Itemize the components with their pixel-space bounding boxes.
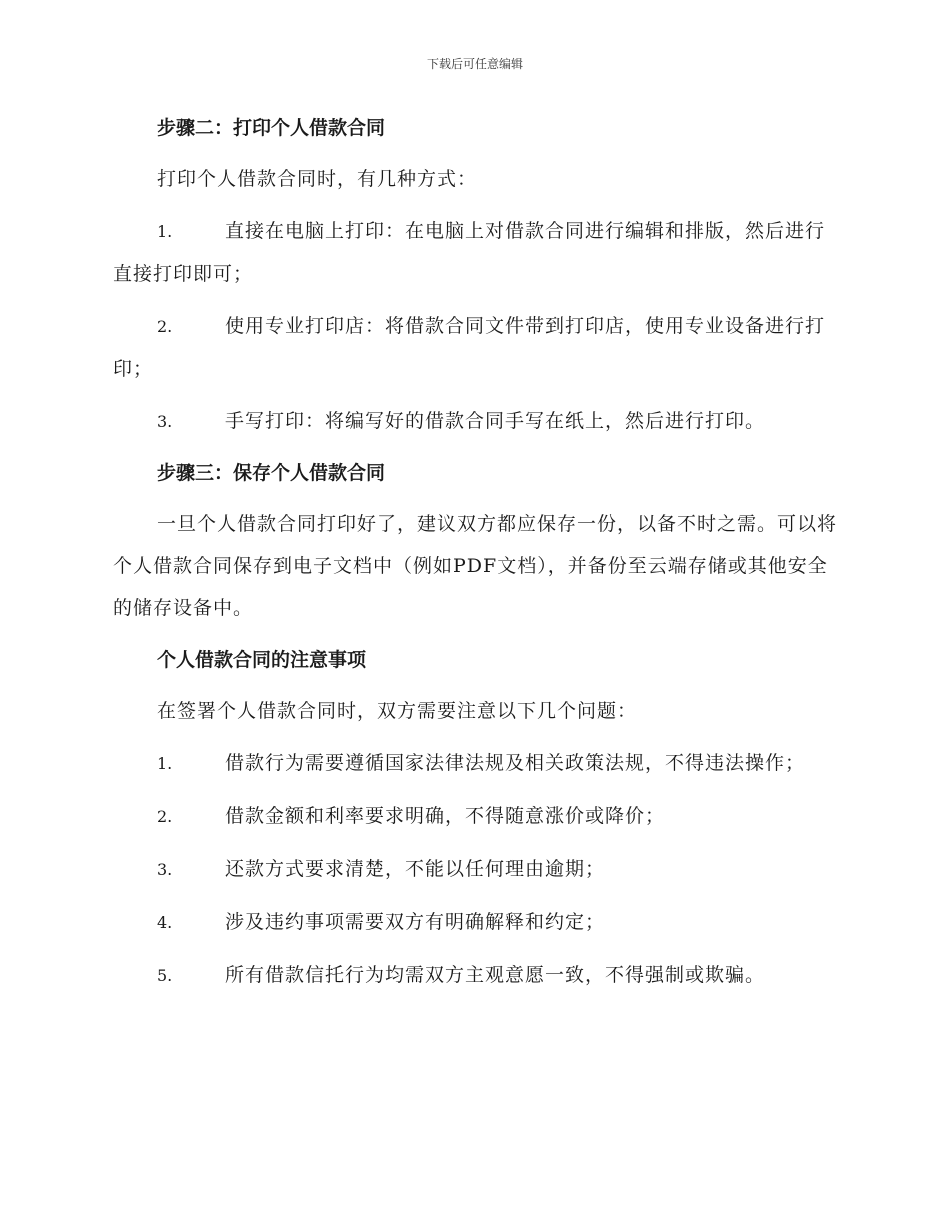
list-item bbox=[113, 795, 837, 838]
document-body bbox=[113, 108, 837, 997]
list-item-number: 2. bbox=[157, 317, 173, 336]
list-item bbox=[113, 848, 837, 891]
list-item-text: 使用专业打印店：将借款合同文件带到打印店，使用专业设备进行打印； bbox=[113, 315, 826, 380]
list-item-text: 还款方式要求清楚，不能以任何理由逾期； bbox=[225, 858, 606, 880]
list-item-number: 1. bbox=[157, 754, 173, 773]
list-item bbox=[113, 901, 837, 944]
print-intro: 打印个人借款合同时，有几种方式： bbox=[157, 168, 478, 190]
section-heading-save: 步骤三：保存个人借款合同 bbox=[157, 462, 386, 484]
list-item-text: 手写打印：将编写好的借款合同手写在纸上，然后进行打印。 bbox=[225, 410, 766, 432]
section-heading-print: 步骤二：打印个人借款合同 bbox=[157, 117, 386, 139]
section-heading-notes: 个人借款合同的注意事项 bbox=[157, 649, 367, 671]
notes-intro: 在签署个人借款合同时，双方需要注意以下几个问题： bbox=[157, 700, 638, 722]
page-header: 下载后可任意编辑 bbox=[426, 57, 523, 71]
list-item bbox=[113, 305, 837, 390]
list-item-text: 借款金额和利率要求明确，不得随意涨价或降价； bbox=[225, 805, 666, 827]
list-item bbox=[113, 742, 837, 785]
list-item-text: 直接在电脑上打印：在电脑上对借款合同进行编辑和排版，然后进行直接打印即可； bbox=[113, 220, 826, 285]
list-item-number: 3. bbox=[157, 860, 173, 879]
list-item-text: 借款行为需要遵循国家法律法规及相关政策法规，不得违法操作； bbox=[225, 752, 806, 774]
list-item-text: 涉及违约事项需要双方有明确解释和约定； bbox=[225, 911, 606, 933]
list-item bbox=[113, 954, 837, 997]
list-item-text: 所有借款信托行为均需双方主观意愿一致，不得强制或欺骗。 bbox=[225, 964, 766, 986]
list-item bbox=[113, 210, 837, 295]
list-item-number: 3. bbox=[157, 412, 173, 431]
save-body: 一旦个人借款合同打印好了，建议双方都应保存一份，以备不时之需。可以将个人借款合同保存到电子文档中（例如PDF文档），并备份至云端存储或其他安全的储存设备中。 bbox=[113, 513, 838, 619]
list-item-number: 1. bbox=[157, 222, 173, 241]
list-item-number: 2. bbox=[157, 807, 173, 826]
list-item-number: 4. bbox=[157, 913, 173, 932]
list-item-number: 5. bbox=[157, 966, 173, 985]
list-item bbox=[113, 400, 837, 443]
